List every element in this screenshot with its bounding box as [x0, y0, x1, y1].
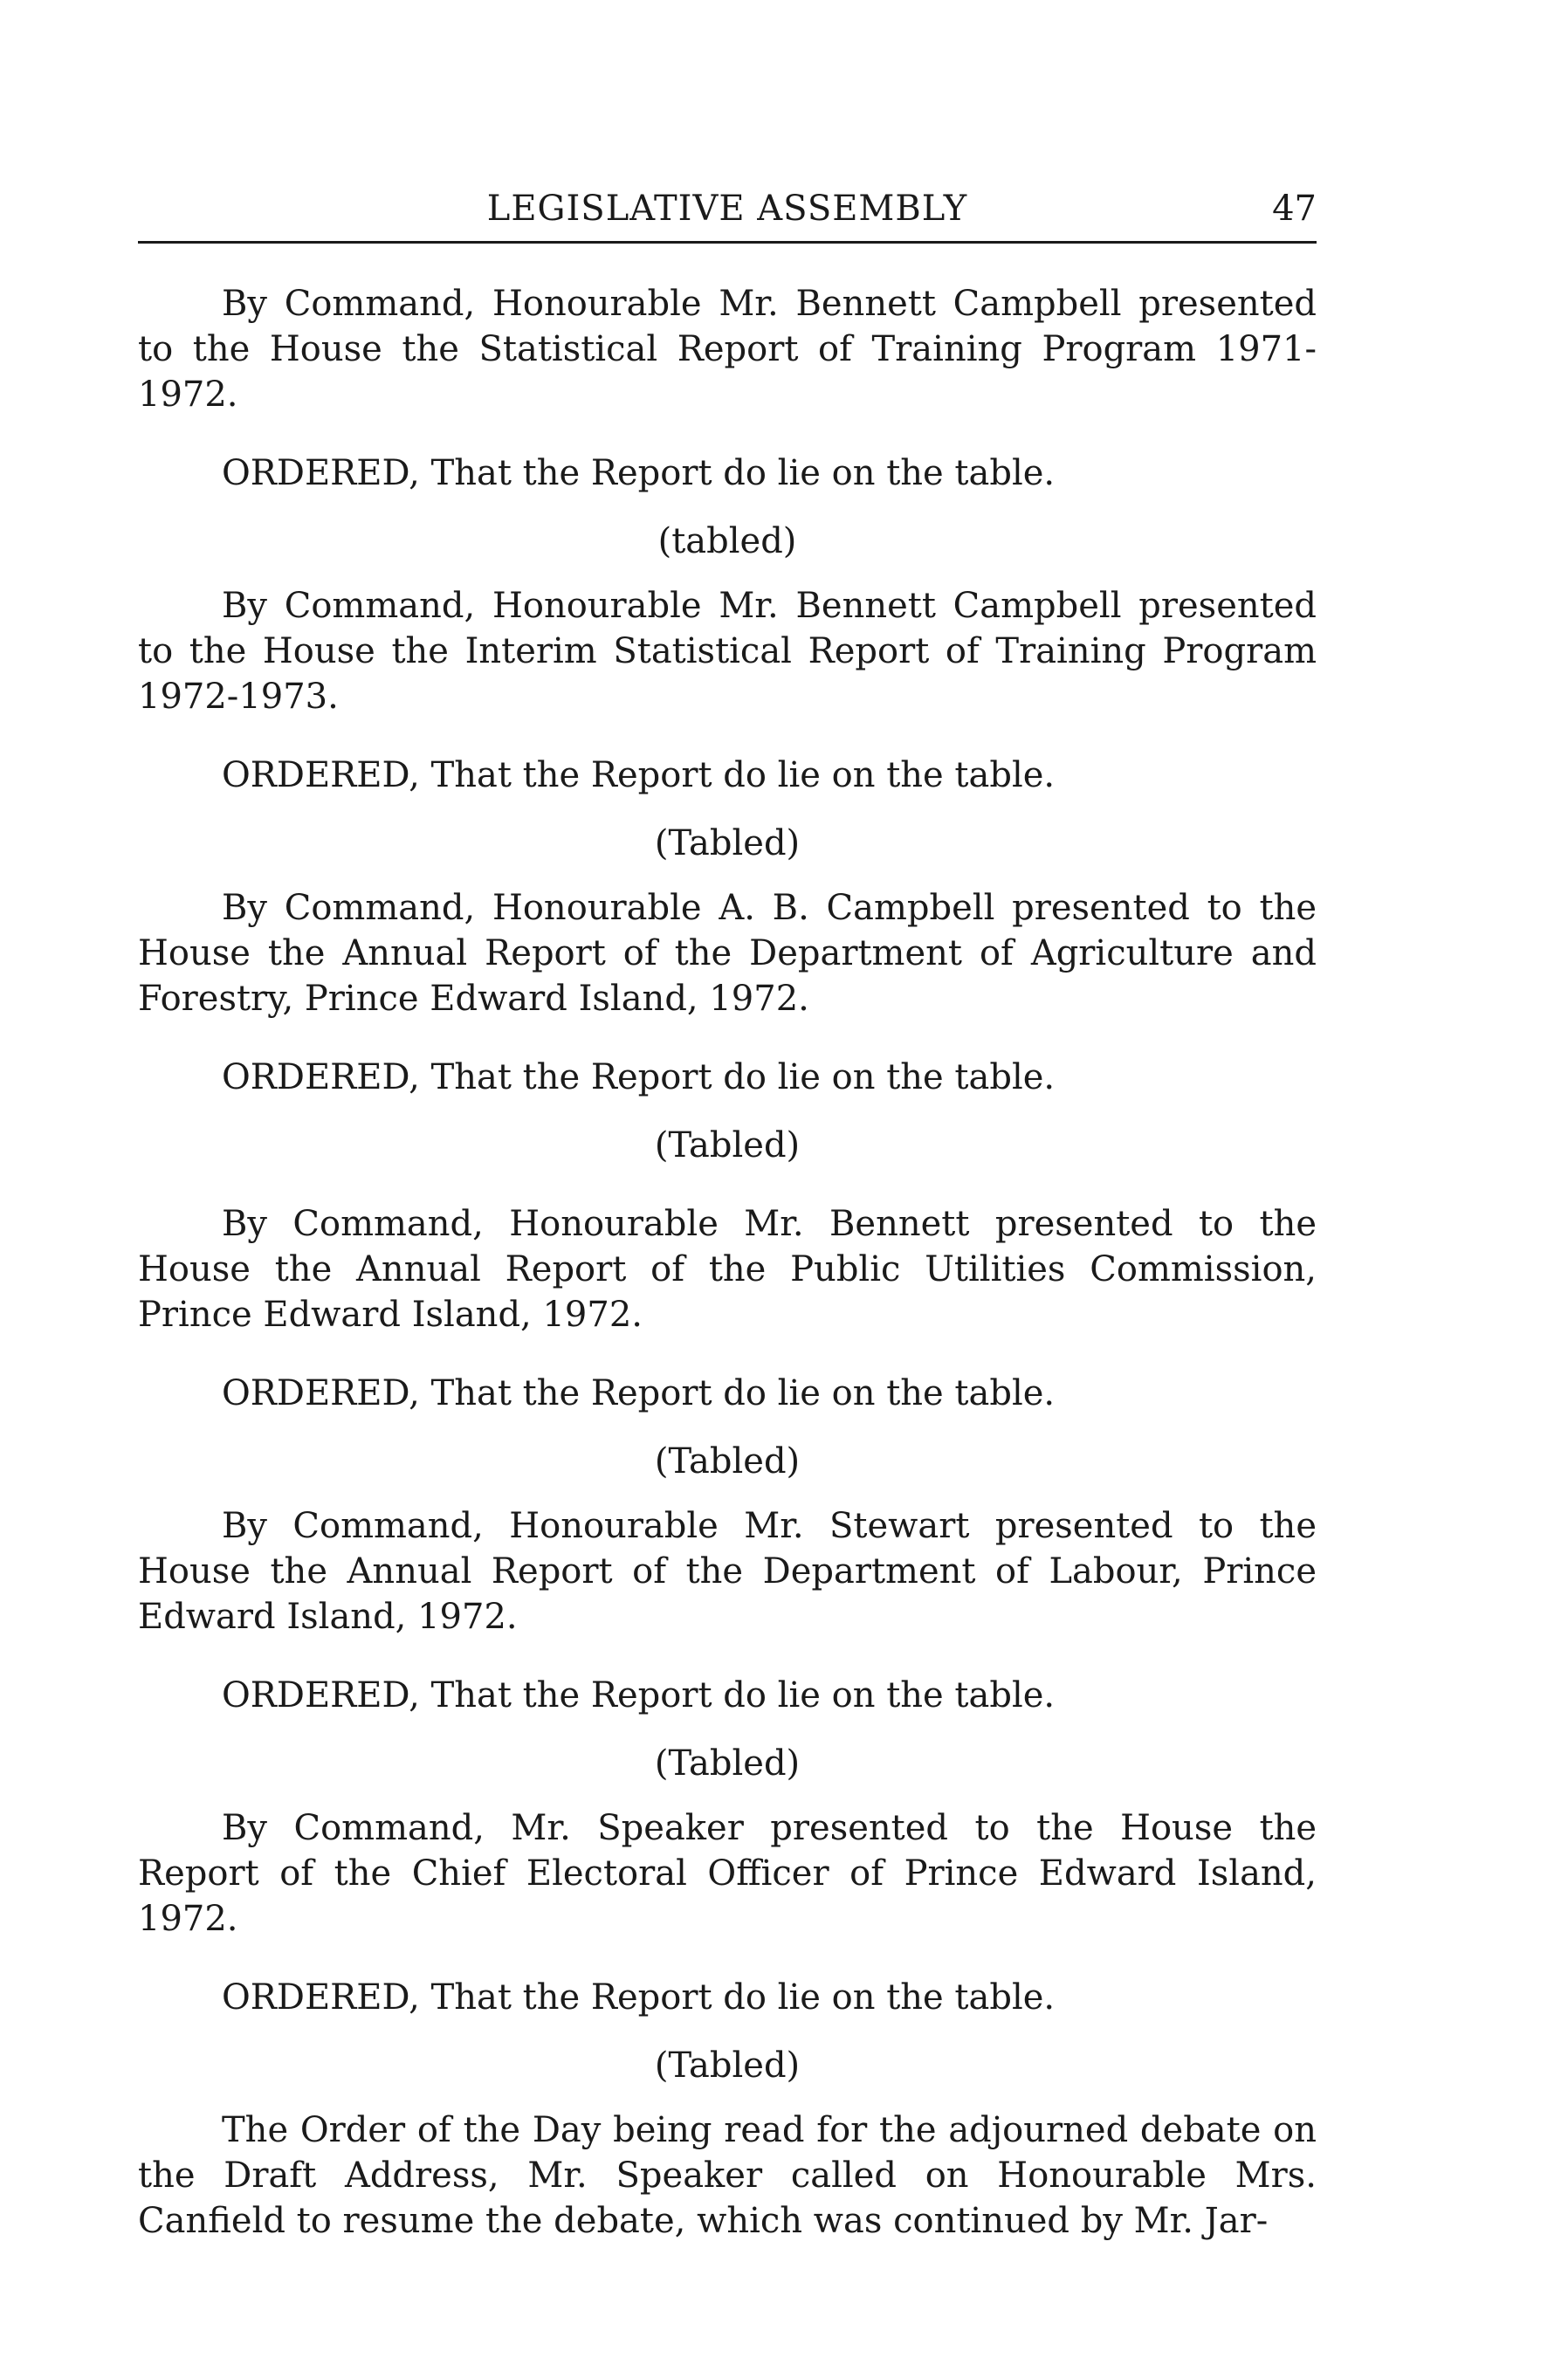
- tabled-note: (Tabled): [654, 1441, 801, 1482]
- tabled-note: (Tabled): [654, 1125, 801, 1165]
- ordered-line: ORDERED, That the Report do lie on the table.: [222, 1057, 1056, 1097]
- entry-paragraph: By Command, Mr. Speaker presented to the House the Report of the Chief Electoral Officer of Prince Edward Island, 1972.: [138, 1808, 1317, 1939]
- ordered-line: ORDERED, That the Report do lie on the table.: [222, 453, 1056, 493]
- document-body: [138, 262, 1317, 2244]
- ordered-line: ORDERED, That the Report do lie on the table.: [222, 1675, 1056, 1715]
- entry-paragraph: By Command, Honourable Mr. Bennett Campbell presented to the House the Statistical Report of Training Program 1971-1972.: [138, 284, 1317, 415]
- closing-paragraph: The Order of the Day being read for the adjourned debate on the Draft Address, Mr. Speaker called on Honourable Mrs. Canfield to resume the debate, which was continued by Mr. Jar-: [138, 2110, 1317, 2241]
- entry-paragraph: By Command, Honourable Mr. Bennett presented to the House the Annual Report of the Public Utilities Commission, Prince Edward Island, 1972.: [138, 1204, 1317, 1335]
- entry-paragraph: By Command, Honourable Mr. Stewart presented to the House the Annual Report of the Department of Labour, Prince Edward Island, 1972.: [138, 1506, 1317, 1637]
- running-header: [138, 185, 1317, 244]
- running-title: LEGISLATIVE ASSEMBLY: [486, 189, 968, 229]
- tabled-note: (tabled): [657, 521, 797, 561]
- ordered-line: ORDERED, That the Report do lie on the table.: [222, 1373, 1056, 1413]
- entry-paragraph: By Command, Honourable Mr. Bennett Campbell presented to the House the Interim Statistical Report of Training Program 1972-1973.: [138, 586, 1317, 717]
- ordered-line: ORDERED, That the Report do lie on the table.: [222, 1977, 1056, 2018]
- tabled-note: (Tabled): [654, 1743, 801, 1784]
- entry-paragraph: By Command, Honourable A. B. Campbell presented to the House the Annual Report of the Department of Agriculture and Forestry, Prince Edward Island, 1972.: [138, 888, 1317, 1019]
- page-number: 47: [1272, 189, 1317, 229]
- tabled-note: (Tabled): [654, 823, 801, 863]
- ordered-line: ORDERED, That the Report do lie on the table.: [222, 755, 1056, 795]
- tabled-note: (Tabled): [654, 2045, 801, 2086]
